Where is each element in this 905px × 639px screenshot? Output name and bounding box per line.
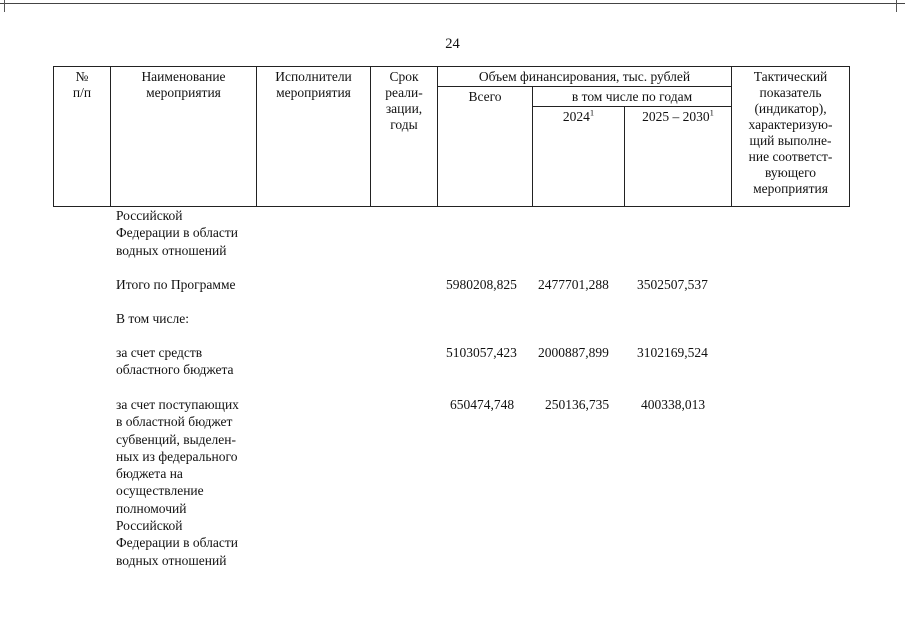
total-2024: 2477701,288 [538, 277, 609, 292]
header-col-2024 [533, 107, 625, 207]
header-table [53, 66, 850, 207]
header-line: № [75, 69, 89, 84]
text-line: ных из федерального [116, 448, 238, 464]
header-line: мероприятия [146, 85, 221, 100]
header-year-2024: 2024 [562, 109, 590, 124]
regional-2024: 2000887,899 [538, 345, 609, 360]
header-col-total: Всего [438, 87, 533, 207]
text-line: Федерации в области [116, 535, 239, 551]
header-col-executors [257, 67, 371, 207]
text-line: Российской [116, 208, 183, 223]
federal-label [116, 396, 239, 569]
header-col-term [371, 67, 438, 207]
header-line: п/п [72, 85, 92, 100]
text-line: Российской [116, 518, 183, 534]
text-line: в областной бюджет [116, 414, 233, 430]
footnote-mark: 1 [589, 107, 595, 118]
header-line: характеризую- [748, 117, 833, 132]
header-line: годы [390, 117, 418, 132]
federal-2024: 250136,735 [545, 397, 610, 412]
text-line: водных отношений [116, 242, 227, 258]
regional-sum: 5103057,423 [446, 345, 517, 360]
text-line: Федерации в области [116, 225, 239, 241]
text-line: за счет средств [116, 345, 203, 360]
text-line: за счет поступающих [116, 397, 239, 412]
footnote-mark: 1 [709, 107, 714, 118]
federal-sum: 650474,748 [450, 397, 515, 412]
text-line: осуществление [116, 483, 204, 499]
header-line: Наименование [141, 69, 226, 84]
text-line: субвенций, выделен- [116, 431, 236, 447]
header-col-by-years: в том числе по годам [533, 87, 732, 107]
scan-edge-line [0, 3, 905, 4]
text-line: областного бюджета [116, 362, 234, 378]
regional-2025-2030: 3102169,524 [637, 345, 708, 360]
header-col-2025-2030 [625, 107, 732, 207]
header-line: мероприятия [276, 85, 351, 100]
header-line: показатель [759, 85, 822, 100]
header-line: мероприятия [753, 181, 828, 196]
header-col-funding: Объем финансирования, тыс. рублей [438, 67, 732, 87]
header-line: Срок [389, 69, 419, 84]
page-number: 24 [445, 36, 460, 52]
header-col-name [111, 67, 257, 207]
total-sum: 5980208,825 [446, 277, 517, 292]
including-label: В том числе: [116, 311, 189, 326]
text-line: полномочий [116, 500, 187, 516]
text-line: водных отношений [116, 552, 227, 568]
text-line: бюджета на [116, 466, 183, 482]
header-col-number [54, 67, 111, 207]
header-line: (индикатор), [754, 101, 827, 116]
header-line: щий выполне- [749, 133, 832, 148]
total-label: Итого по Программе [116, 277, 236, 292]
header-line: вующего [764, 165, 817, 180]
federal-2025-2030: 400338,013 [641, 397, 706, 412]
header-line: Исполнители [275, 69, 352, 84]
scan-edge-tick [896, 0, 897, 12]
carryover-text [116, 207, 238, 259]
header-col-indicator [732, 67, 850, 207]
header-line: Тактический [753, 69, 828, 84]
regional-label [116, 344, 234, 379]
scan-edge-tick [4, 0, 5, 12]
header-line: ние соответст- [748, 149, 833, 164]
total-2025-2030: 3502507,537 [637, 277, 708, 292]
header-year-2025-2030: 2025 – 2030 [642, 109, 710, 124]
header-line: зации, [385, 101, 423, 116]
header-line: реали- [385, 85, 423, 100]
